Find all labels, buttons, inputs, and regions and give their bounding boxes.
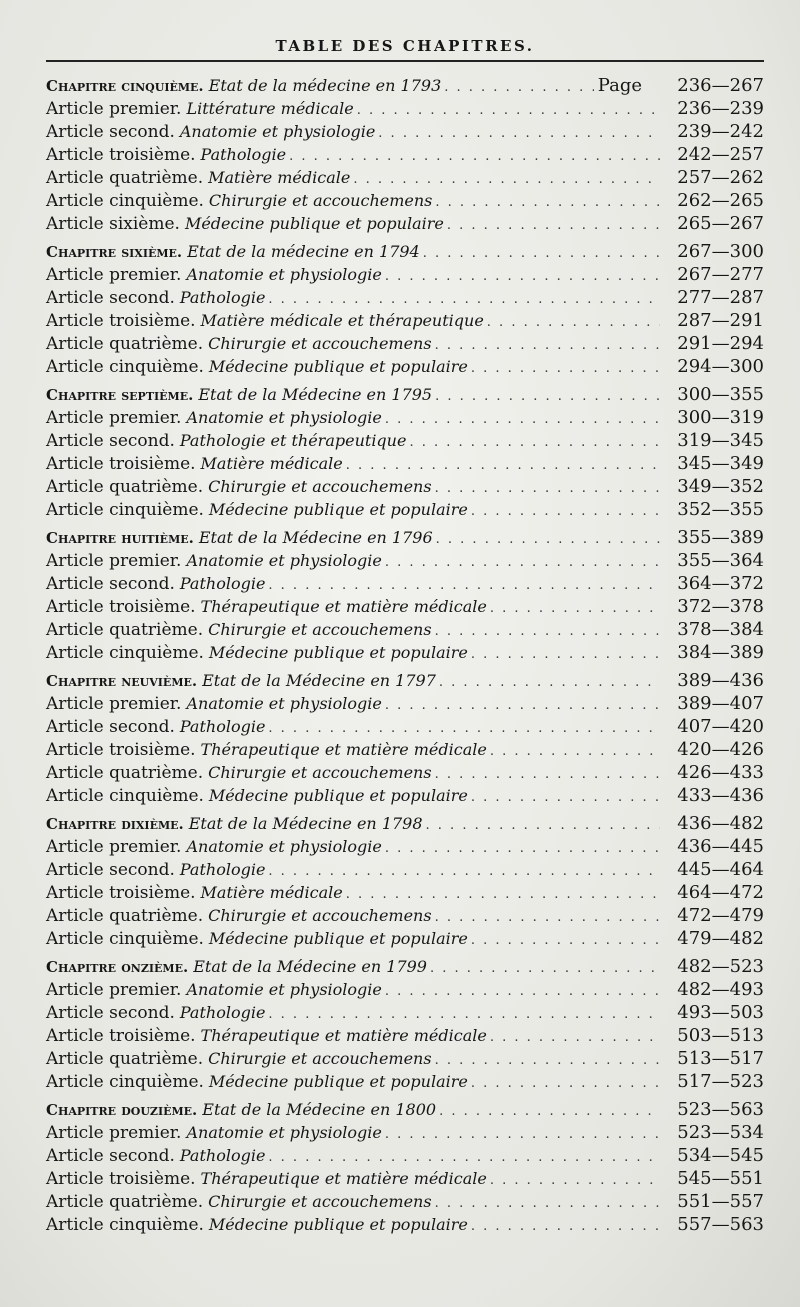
entry-label: Article cinquième. [46,1215,204,1235]
dot-leader [268,1146,660,1169]
page-range: 267—300 [677,241,764,262]
page-range: 319—345 [677,430,764,451]
entry-label: Article sixième. [46,214,180,234]
entry-title: Matière médicale et thérapeutique [200,311,484,330]
page-range: 236—267 [677,75,764,96]
entry-title: Médecine publique et populaire [184,214,444,233]
dot-leader [435,385,660,408]
entry-title: Pathologie [179,288,266,307]
article-entry [46,286,764,309]
page-range: 482—493 [677,979,764,1000]
article-entry [46,641,764,664]
entry-title: Etat de la Médecine en 1799 [193,957,427,976]
chapter-block [46,526,764,664]
dot-leader [268,288,660,311]
page-range: 291—294 [677,333,764,354]
page-range: 503—513 [677,1025,764,1046]
dot-leader [471,1215,660,1238]
article-entry [46,309,764,332]
entry-title: Thérapeutique et matière médicale [200,597,487,616]
page-range: 267—277 [677,264,764,285]
dot-leader [435,191,660,214]
page-range: 257—262 [677,167,764,188]
entry-label: Article quatrième. [46,1192,204,1212]
page-range: 265—267 [677,213,764,234]
chapter-block [46,74,764,235]
entry-title: Pathologie [200,145,287,164]
dot-leader [385,980,660,1003]
article-entry [46,1070,764,1093]
entry-title: Etat de la Médecine en 1796 [198,528,433,547]
entry-label: Article cinquième. [46,500,204,520]
page-range: 239—242 [677,121,764,142]
dot-leader [447,214,660,237]
page-range: 426—433 [677,762,764,783]
chapter-heading [46,1098,764,1121]
page-range: 389—407 [677,693,764,714]
article-entry [46,429,764,452]
chapter-heading [46,812,764,835]
page-word: Page [597,75,642,96]
dot-leader [435,906,660,929]
entry-title: Chirurgie et accouchemens [208,620,432,639]
entry-title: Thérapeutique et matière médicale [200,1026,487,1045]
page-range: 420—426 [677,739,764,760]
entry-title: Etat de la Médecine en 1798 [188,814,423,833]
dot-leader [439,671,660,694]
page-title: TABLE DES CHAPITRES. [275,37,535,55]
table-of-contents [46,74,764,1236]
chapter-block [46,383,764,521]
page-range: 294—300 [677,356,764,377]
article-entry [46,332,764,355]
entry-title: Thérapeutique et matière médicale [200,1169,487,1188]
chapter-block [46,669,764,807]
dot-leader [385,1123,660,1146]
entry-label: Chapitre huitième. [46,529,194,547]
dot-leader [426,814,660,837]
page-range: 464—472 [677,882,764,903]
entry-label: Article troisième. [46,1169,196,1189]
entry-label: Chapitre onzième. [46,958,189,976]
article-entry [46,406,764,429]
article-entry [46,166,764,189]
entry-title: Médecine publique et populaire [208,929,468,948]
page-range: 277—287 [677,287,764,308]
page-range: 545—551 [677,1168,764,1189]
entry-label: Article second. [46,1146,175,1166]
entry-title: Pathologie et thérapeutique [179,431,407,450]
chapter-heading [46,526,764,549]
dot-leader [471,929,660,952]
article-entry [46,97,764,120]
entry-title: Médecine publique et populaire [208,643,468,662]
entry-title: Etat de la Médecine en 1795 [198,385,433,404]
entry-label: Article quatrième. [46,477,204,497]
entry-title: Anatomie et physiologie [186,1123,382,1142]
entry-title: Chirurgie et accouchemens [208,334,432,353]
entry-label: Article troisième. [46,740,196,760]
entry-title: Anatomie et physiologie [179,122,376,141]
entry-title: Chirurgie et accouchemens [208,191,433,210]
page-range: 493—503 [677,1002,764,1023]
article-entry [46,498,764,521]
page-range: 242—257 [677,144,764,165]
dot-leader [289,145,660,168]
entry-title: Pathologie [179,860,266,879]
entry-title: Pathologie [179,1146,266,1165]
entry-label: Article premier. [46,837,182,857]
page-range: 352—355 [677,499,764,520]
entry-label: Article cinquième. [46,786,204,806]
dot-leader [385,837,660,860]
entry-title: Matière médicale [208,168,351,187]
dot-leader [435,1049,660,1072]
page-range: 236—239 [677,98,764,119]
article-entry [46,549,764,572]
page-range: 513—517 [677,1048,764,1069]
entry-title: Pathologie [179,1003,266,1022]
article-entry [46,189,764,212]
entry-label: Article troisième. [46,454,196,474]
page-range: 345—349 [677,453,764,474]
page-range: 372—378 [677,596,764,617]
page-range: 364—372 [677,573,764,594]
dot-leader [268,860,660,883]
entry-label: Article cinquième. [46,191,204,211]
article-entry [46,1190,764,1213]
entry-title: Anatomie et physiologie [186,837,382,856]
entry-label: Article cinquième. [46,643,204,663]
page-range: 389—436 [677,670,764,691]
article-entry [46,1144,764,1167]
article-entry [46,835,764,858]
entry-label: Article premier. [46,551,182,571]
entry-label: Article second. [46,860,175,880]
entry-title: Etat de la médecine en 1793 [208,76,442,95]
page-range: 523—563 [677,1099,764,1120]
page-range: 300—355 [677,384,764,405]
article-entry [46,904,764,927]
title-rule [46,60,764,62]
entry-label: Article quatrième. [46,620,204,640]
page-range: 482—523 [677,956,764,977]
article-entry [46,120,764,143]
entry-title: Pathologie [179,574,266,593]
entry-title: Chirurgie et accouchemens [208,477,432,496]
dot-leader [385,551,660,574]
entry-title: Littérature médicale [186,99,354,118]
article-entry [46,1047,764,1070]
entry-title: Pathologie [179,717,266,736]
chapter-heading [46,383,764,406]
article-entry [46,212,764,235]
article-entry [46,738,764,761]
dot-leader [268,717,660,740]
entry-label: Chapitre cinquième. [46,77,204,95]
dot-leader [435,1192,660,1215]
page-range: 557—563 [677,1214,764,1235]
chapter-block [46,240,764,378]
dot-leader [490,597,660,620]
entry-label: Article second. [46,1003,175,1023]
entry-label: Article premier. [46,265,182,285]
dot-leader [346,883,660,906]
dot-leader [490,1169,660,1192]
dot-leader [444,76,594,99]
entry-label: Article second. [46,574,175,594]
chapter-block [46,1098,764,1236]
entry-label: Chapitre sixième. [46,243,183,261]
article-entry [46,1121,764,1144]
entry-title: Etat de la Médecine en 1800 [202,1100,437,1119]
entry-label: Article second. [46,122,175,142]
entry-label: Article cinquième. [46,1072,204,1092]
entry-title: Etat de la Médecine en 1797 [202,671,436,690]
entry-label: Article premier. [46,408,182,428]
article-entry [46,355,764,378]
page-range: 378—384 [677,619,764,640]
dot-leader [353,168,660,191]
article-entry [46,858,764,881]
page-range: 445—464 [677,859,764,880]
entry-label: Article second. [46,288,175,308]
dot-leader [435,334,660,357]
article-entry [46,1167,764,1190]
page-range: 479—482 [677,928,764,949]
page-range: 433—436 [677,785,764,806]
article-entry [46,1024,764,1047]
entry-label: Article troisième. [46,1026,196,1046]
entry-title: Médecine publique et populaire [208,357,468,376]
article-entry [46,595,764,618]
article-entry [46,618,764,641]
dot-leader [435,477,660,500]
article-entry [46,761,764,784]
dot-leader [471,786,660,809]
page-range: 407—420 [677,716,764,737]
entry-label: Article premier. [46,694,182,714]
page-range: 349—352 [677,476,764,497]
page-range: 517—523 [677,1071,764,1092]
entry-label: Article premier. [46,1123,182,1143]
entry-label: Article quatrième. [46,1049,204,1069]
entry-title: Anatomie et physiologie [186,408,382,427]
dot-leader [385,694,660,717]
dot-leader [435,763,660,786]
entry-label: Article quatrième. [46,906,204,926]
entry-title: Médecine publique et populaire [208,786,468,805]
dot-leader [490,740,660,763]
article-entry [46,784,764,807]
article-entry [46,1213,764,1236]
entry-title: Matière médicale [200,454,343,473]
dot-leader [409,431,660,454]
article-entry [46,263,764,286]
entry-title: Thérapeutique et matière médicale [200,740,487,759]
page-range: 355—364 [677,550,764,571]
entry-label: Article premier. [46,980,182,1000]
entry-label: Article second. [46,431,175,451]
dot-leader [436,528,660,551]
entry-title: Anatomie et physiologie [186,694,382,713]
dot-leader [268,1003,660,1026]
chapter-block [46,955,764,1093]
entry-label: Chapitre septième. [46,386,194,404]
entry-title: Etat de la médecine en 1794 [187,242,420,261]
entry-label: Article premier. [46,99,182,119]
entry-title: Chirurgie et accouchemens [208,1049,432,1068]
entry-label: Article cinquième. [46,357,204,377]
page-range: 355—389 [677,527,764,548]
article-entry [46,475,764,498]
entry-label: Chapitre dixième. [46,815,184,833]
dot-leader [435,620,660,643]
chapter-heading [46,669,764,692]
page-range: 551—557 [677,1191,764,1212]
entry-title: Anatomie et physiologie [186,551,382,570]
article-entry [46,143,764,166]
entry-label: Article troisième. [46,597,196,617]
dot-leader [357,99,660,122]
page-range: 384—389 [677,642,764,663]
chapter-heading [46,74,764,97]
chapter-block [46,812,764,950]
entry-label: Article quatrième. [46,763,204,783]
entry-label: Article quatrième. [46,334,204,354]
page-range: 436—482 [677,813,764,834]
article-entry [46,978,764,1001]
article-entry [46,452,764,475]
dot-leader [439,1100,660,1123]
entry-title: Médecine publique et populaire [208,1215,468,1234]
dot-leader [423,242,660,265]
dot-leader [471,1072,660,1095]
dot-leader [385,265,660,288]
dot-leader [378,122,660,145]
entry-title: Chirurgie et accouchemens [208,1192,432,1211]
page-range: 287—291 [677,310,764,331]
article-entry [46,1001,764,1024]
dot-leader [385,408,660,431]
entry-label: Article cinquième. [46,929,204,949]
article-entry [46,572,764,595]
entry-label: Chapitre douzième. [46,1101,198,1119]
page-range: 472—479 [677,905,764,926]
entry-title: Médecine publique et populaire [208,500,468,519]
page-range: 523—534 [677,1122,764,1143]
chapter-heading [46,955,764,978]
entry-title: Chirurgie et accouchemens [208,906,432,925]
entry-title: Anatomie et physiologie [186,265,382,284]
entry-title: Médecine publique et populaire [208,1072,468,1091]
dot-leader [471,357,660,380]
page-range: 262—265 [677,190,764,211]
entry-label: Article troisième. [46,883,196,903]
entry-title: Anatomie et physiologie [186,980,382,999]
chapter-heading [46,240,764,263]
dot-leader [487,311,660,334]
dot-leader [346,454,660,477]
entry-title: Matière médicale [200,883,343,902]
page-range: 436—445 [677,836,764,857]
entry-label: Article troisième. [46,311,196,331]
dot-leader [268,574,660,597]
entry-label: Article troisième. [46,145,196,165]
dot-leader [430,957,660,980]
entry-label: Chapitre neuvième. [46,672,198,690]
page-range: 534—545 [677,1145,764,1166]
article-entry [46,927,764,950]
dot-leader [471,500,660,523]
entry-title: Chirurgie et accouchemens [208,763,432,782]
article-entry [46,881,764,904]
entry-label: Article quatrième. [46,168,204,188]
article-entry [46,715,764,738]
article-entry [46,692,764,715]
dot-leader [471,643,660,666]
page-range: 300—319 [677,407,764,428]
dot-leader [490,1026,660,1049]
entry-label: Article second. [46,717,175,737]
